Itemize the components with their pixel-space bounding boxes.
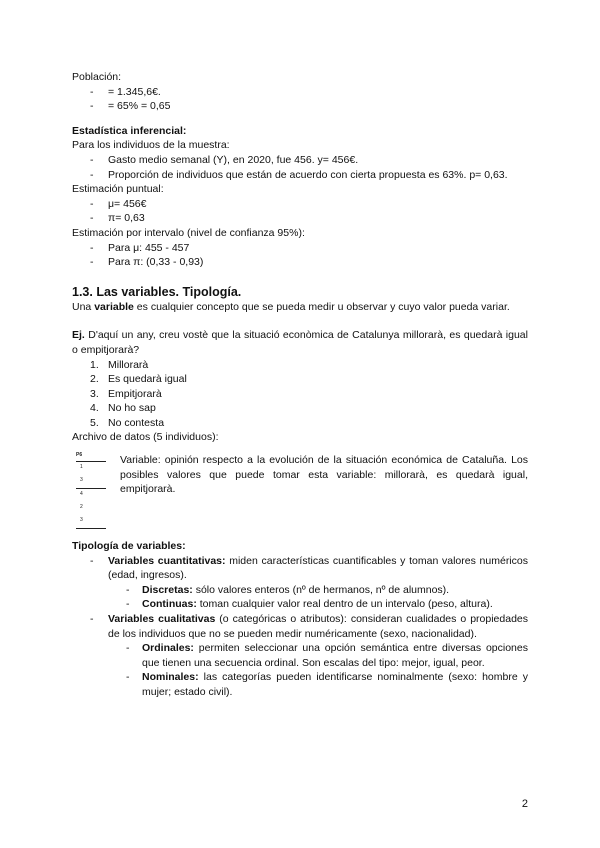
list-item [72, 401, 528, 416]
poblacion-title: Población: [72, 71, 122, 83]
inferencial-intro: Para los individuos de la muestra: [72, 139, 230, 152]
puntual-title: Estimación puntual: [72, 183, 164, 196]
poblacion-list [72, 85, 528, 114]
definition-text: es cualquier concepto que se pueda medir u observar y cuyo valor pueda variar. [133, 300, 510, 313]
data-file [72, 453, 528, 529]
intervalo-list [72, 241, 528, 270]
list-item [72, 554, 528, 583]
option-text: Millorarà [108, 358, 149, 371]
option-text: Es quedarà igual [108, 373, 187, 386]
term-text: (o categóricas o atributos): consideran cualidades o propiedades de los individuos que no se pueden medir numéricamente (sexo, nacionalidad). [108, 613, 528, 640]
term-text: permiten seleccionar una opción semántica entre diversas opciones que tienen una secuencia ordinal. Son escalas del tipo: mejor, igual, peor. [142, 642, 528, 669]
archive-label: Archivo de datos (5 individuos): [72, 431, 219, 444]
list-item: - = 65% = 0,65 [72, 99, 528, 114]
term-text: toman cualquier valor real dentro de un intervalo (peso, altura). [196, 598, 493, 611]
tipologia-list [72, 612, 528, 641]
option-text: No contesta [108, 416, 165, 429]
option-number: 4. [90, 402, 99, 415]
cell-value: 4 [80, 491, 83, 498]
example-question [72, 328, 528, 357]
option-number: 1. [90, 358, 99, 371]
list-item [72, 670, 528, 699]
term-text: las categorías pueden identificarse nominalmente (sexo: hombre y mujer; estado civil). [142, 671, 528, 698]
cell-value: 3 [80, 517, 83, 524]
list-item [72, 612, 528, 641]
example-text: D'aquí un any, creu vostè que la situació econòmica de Catalunya millorarà, es quedarà igual o empitjorarà? [72, 329, 528, 356]
tipologia-title: Tipología de variables: [72, 540, 186, 553]
definition-term: variable [94, 300, 134, 313]
option-number: 3. [90, 387, 99, 400]
term: Variables cuantitativas: [108, 554, 226, 567]
inferencial-list [72, 153, 528, 182]
variable-description: Variable: opinión respecto a la evolución de la situación económica de Cataluña. Los posibles valores que puede tomar esta variable: millorarà, es quedarà igual, empitjorarà. [120, 454, 528, 496]
list-item: - μ= 456€ [72, 197, 528, 212]
data-table-cell [76, 502, 106, 515]
cell-value: 1 [80, 464, 83, 471]
list-item: - Para π: (0,33 - 0,93) [72, 255, 528, 270]
term-text: sólo valores enteros (nº de hermanos, nº de alumnos). [192, 583, 450, 596]
term: Continuas: [142, 598, 197, 611]
data-table-thumbnail [76, 453, 106, 529]
list-item [72, 416, 528, 431]
term: Discretas: [142, 583, 193, 596]
term: Ordinales: [142, 642, 194, 655]
data-table-cell [76, 462, 106, 475]
cualitativas-sublist [72, 641, 528, 699]
section-heading: 1.3. Las variables. Tipología. [72, 284, 242, 299]
puntual-list [72, 197, 528, 226]
data-table-cell [76, 475, 106, 489]
definition-text: Una [72, 300, 95, 313]
data-table-header: P6 [76, 453, 106, 462]
inferencial-title: Estadística inferencial: [72, 124, 187, 137]
list-item: - π= 0,63 [72, 211, 528, 226]
list-item [72, 641, 528, 670]
option-number: 5. [90, 416, 99, 429]
example-options [72, 358, 528, 431]
option-text: Empitjorarà [108, 387, 162, 400]
list-item [72, 387, 528, 402]
cuantitativas-sublist [72, 583, 528, 612]
list-item [72, 583, 528, 598]
list-item [72, 358, 528, 373]
intervalo-title: Estimación por intervalo (nivel de confianza 95%): [72, 226, 305, 239]
variable-definition [72, 300, 528, 315]
list-item: - = 1.345,6€. [72, 85, 528, 100]
list-item [72, 597, 528, 612]
cell-value: 3 [80, 477, 83, 484]
example-label: Ej. [72, 329, 85, 342]
list-item: - Para μ: 455 - 457 [72, 241, 528, 256]
term: Variables cualitativas [108, 613, 216, 626]
page-number: 2 [521, 798, 528, 810]
page-body [72, 70, 528, 700]
term: Nominales: [142, 671, 199, 684]
option-number: 2. [90, 373, 99, 386]
data-table-cell [76, 489, 106, 502]
data-table-cell [76, 515, 106, 529]
tipologia-list [72, 554, 528, 583]
list-item: - Proporción de individuos que están de acuerdo con cierta propuesta es 63%. p= 0,63. [72, 168, 528, 183]
list-item: - Gasto medio semanal (Y), en 2020, fue 456. y= 456€. [72, 153, 528, 168]
option-text: No ho sap [108, 402, 156, 415]
cell-value: 2 [80, 504, 83, 511]
list-item [72, 372, 528, 387]
term-text: miden características cuantificables y toman valores numéricos (edad, ingresos). [108, 554, 528, 582]
